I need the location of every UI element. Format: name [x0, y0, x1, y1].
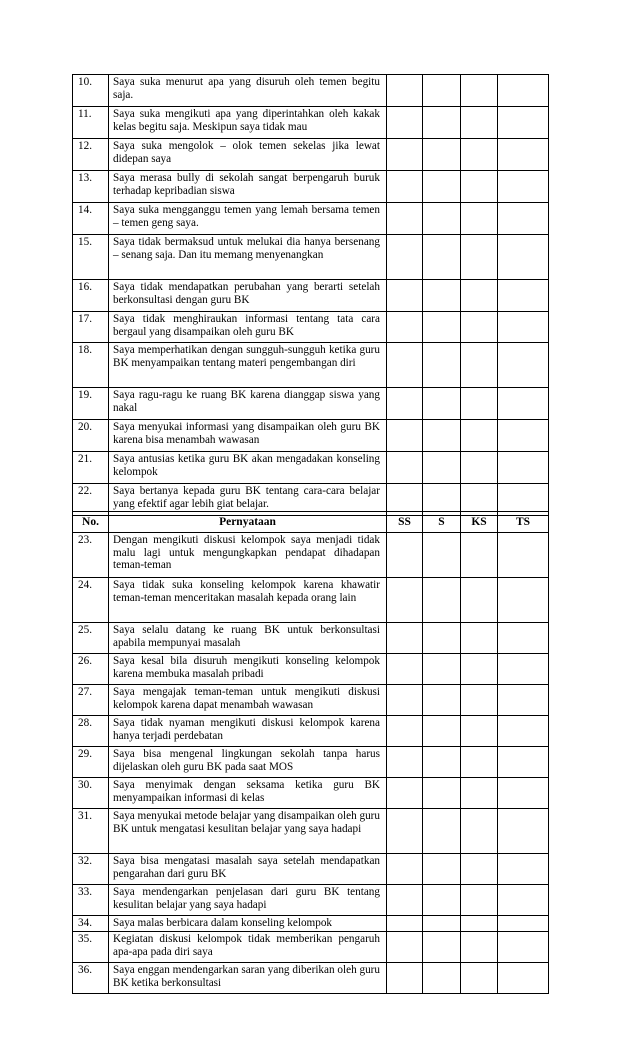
answer-cell-ks[interactable] [461, 932, 498, 963]
answer-cell-s[interactable] [423, 171, 461, 203]
item-number: 29. [73, 747, 109, 778]
item-number: 24. [73, 578, 109, 623]
table-row [73, 203, 549, 235]
item-number: 30. [73, 778, 109, 809]
table-row [73, 932, 549, 963]
item-statement: Saya suka menurut apa yang disuruh oleh temen begitu saja. [109, 75, 387, 107]
answer-cell-ks[interactable] [461, 885, 498, 916]
answer-cell-ss[interactable] [387, 75, 423, 107]
item-number: 36. [73, 963, 109, 994]
answer-cell-ts[interactable] [498, 778, 549, 809]
answer-cell-ks[interactable] [461, 685, 498, 716]
answer-cell-ts[interactable] [498, 916, 549, 932]
answer-cell-ss[interactable] [387, 235, 423, 280]
header-no: No. [73, 512, 109, 533]
answer-cell-ss[interactable] [387, 533, 423, 578]
table-row [73, 916, 549, 932]
answer-cell-s[interactable] [423, 420, 461, 452]
answer-cell-ss[interactable] [387, 654, 423, 685]
answer-cell-ss[interactable] [387, 171, 423, 203]
table-row [73, 388, 549, 420]
item-statement: Saya mendengarkan penjelasan dari guru BK tentang kesulitan belajar yang saya hadapi [109, 885, 387, 916]
answer-cell-ts[interactable] [498, 171, 549, 203]
item-number: 18. [73, 343, 109, 388]
item-number: 16. [73, 280, 109, 312]
table-row [73, 452, 549, 484]
item-number: 26. [73, 654, 109, 685]
table-row [73, 171, 549, 203]
table-row [73, 809, 549, 854]
answer-cell-ks[interactable] [461, 916, 498, 932]
answer-cell-ss[interactable] [387, 203, 423, 235]
answer-cell-ss[interactable] [387, 280, 423, 312]
answer-cell-s[interactable] [423, 716, 461, 747]
answer-cell-ts[interactable] [498, 854, 549, 885]
item-statement: Saya tidak menghiraukan informasi tentang tata cara bergaul yang disampaikan oleh guru BK [109, 312, 387, 343]
answer-cell-ss[interactable] [387, 778, 423, 809]
answer-cell-ss[interactable] [387, 623, 423, 654]
table-row [73, 854, 549, 885]
answer-cell-s[interactable] [423, 854, 461, 885]
answer-cell-ss[interactable] [387, 809, 423, 854]
answer-cell-ts[interactable] [498, 932, 549, 963]
table-row [73, 107, 549, 139]
answer-cell-ks[interactable] [461, 809, 498, 854]
item-statement: Saya enggan mendengarkan saran yang diberikan oleh guru BK ketika berkonsultasi [109, 963, 387, 994]
item-statement: Saya malas berbicara dalam konseling kelompok [109, 916, 387, 932]
answer-cell-ks[interactable] [461, 235, 498, 280]
answer-cell-ks[interactable] [461, 854, 498, 885]
answer-cell-ss[interactable] [387, 916, 423, 932]
answer-cell-ts[interactable] [498, 716, 549, 747]
header-row [73, 512, 549, 533]
answer-cell-ts[interactable] [498, 388, 549, 420]
answer-cell-ss[interactable] [387, 747, 423, 778]
answer-cell-s[interactable] [423, 932, 461, 963]
answer-cell-s[interactable] [423, 75, 461, 107]
answer-cell-ks[interactable] [461, 778, 498, 809]
table-row [73, 139, 549, 171]
table-row [73, 623, 549, 654]
item-statement: Saya mengajak teman-teman untuk mengikuti diskusi kelompok karena dapat menambah wawasan [109, 685, 387, 716]
questionnaire-table-part-2 [72, 511, 549, 994]
item-number: 32. [73, 854, 109, 885]
answer-cell-ks[interactable] [461, 716, 498, 747]
answer-cell-ks[interactable] [461, 654, 498, 685]
item-statement: Saya suka mengikuti apa yang diperintahkan oleh kakak kelas begitu saja. Meskipun saya tidak mau [109, 107, 387, 139]
item-number: 28. [73, 716, 109, 747]
answer-cell-ts[interactable] [498, 533, 549, 578]
answer-cell-ss[interactable] [387, 452, 423, 484]
table-row [73, 420, 549, 452]
item-number: 19. [73, 388, 109, 420]
header-s: S [423, 512, 461, 533]
answer-cell-ts[interactable] [498, 885, 549, 916]
answer-cell-ts[interactable] [498, 685, 549, 716]
answer-cell-s[interactable] [423, 452, 461, 484]
answer-cell-s[interactable] [423, 533, 461, 578]
answer-cell-ks[interactable] [461, 171, 498, 203]
answer-cell-ks[interactable] [461, 578, 498, 623]
item-number: 27. [73, 685, 109, 716]
answer-cell-ks[interactable] [461, 280, 498, 312]
item-number: 22. [73, 484, 109, 516]
answer-cell-ss[interactable] [387, 885, 423, 916]
header-ks: KS [461, 512, 498, 533]
item-statement: Saya merasa bully di sekolah sangat berpengaruh buruk terhadap kepribadian siswa [109, 171, 387, 203]
table-row [73, 235, 549, 280]
item-statement: Saya tidak mendapatkan perubahan yang berarti setelah berkonsultasi dengan guru BK [109, 280, 387, 312]
item-number: 15. [73, 235, 109, 280]
questionnaire-table-part-1 [72, 74, 549, 516]
table-row [73, 885, 549, 916]
item-number: 17. [73, 312, 109, 343]
table-row [73, 685, 549, 716]
table-row [73, 75, 549, 107]
answer-cell-s[interactable] [423, 916, 461, 932]
answer-cell-ts[interactable] [498, 809, 549, 854]
answer-cell-ts[interactable] [498, 452, 549, 484]
answer-cell-s[interactable] [423, 778, 461, 809]
item-number: 11. [73, 107, 109, 139]
table-row [73, 654, 549, 685]
answer-cell-s[interactable] [423, 963, 461, 994]
answer-cell-ts[interactable] [498, 312, 549, 343]
table-row [73, 578, 549, 623]
item-statement: Saya bisa mengenal lingkungan sekolah tanpa harus dijelaskan oleh guru BK pada saat MOS [109, 747, 387, 778]
answer-cell-ks[interactable] [461, 963, 498, 994]
table-row [73, 343, 549, 388]
answer-cell-ks[interactable] [461, 388, 498, 420]
item-statement: Saya suka mengolok – olok temen sekelas jika lewat didepan saya [109, 139, 387, 171]
answer-cell-ts[interactable] [498, 747, 549, 778]
answer-cell-ts[interactable] [498, 139, 549, 171]
answer-cell-ts[interactable] [498, 235, 549, 280]
answer-cell-ss[interactable] [387, 388, 423, 420]
item-statement: Saya tidak nyaman mengikuti diskusi kelompok karena hanya terjadi perdebatan [109, 716, 387, 747]
header-ss: SS [387, 512, 423, 533]
answer-cell-ss[interactable] [387, 139, 423, 171]
item-statement: Kegiatan diskusi kelompok tidak memberikan pengaruh apa-apa pada diri saya [109, 932, 387, 963]
table-row [73, 312, 549, 343]
answer-cell-ts[interactable] [498, 420, 549, 452]
answer-cell-s[interactable] [423, 343, 461, 388]
answer-cell-ts[interactable] [498, 654, 549, 685]
item-number: 35. [73, 932, 109, 963]
answer-cell-ts[interactable] [498, 203, 549, 235]
table-row [73, 533, 549, 578]
item-number: 20. [73, 420, 109, 452]
item-statement: Saya menyukai informasi yang disampaikan oleh guru BK karena bisa menambah wawasan [109, 420, 387, 452]
answer-cell-ts[interactable] [498, 107, 549, 139]
answer-cell-s[interactable] [423, 747, 461, 778]
answer-cell-ss[interactable] [387, 854, 423, 885]
answer-cell-s[interactable] [423, 312, 461, 343]
answer-cell-s[interactable] [423, 623, 461, 654]
answer-cell-ts[interactable] [498, 343, 549, 388]
item-statement: Saya bertanya kepada guru BK tentang cara-cara belajar yang efektif agar lebih giat belajar. [109, 484, 387, 516]
item-statement: Saya antusias ketika guru BK akan mengadakan konseling kelompok [109, 452, 387, 484]
answer-cell-ks[interactable] [461, 343, 498, 388]
item-statement: Saya ragu-ragu ke ruang BK karena dianggap siswa yang nakal [109, 388, 387, 420]
item-statement: Saya suka mengganggu temen yang lemah bersama temen – temen geng saya. [109, 203, 387, 235]
answer-cell-ks[interactable] [461, 139, 498, 171]
answer-cell-ss[interactable] [387, 343, 423, 388]
answer-cell-ss[interactable] [387, 963, 423, 994]
item-statement: Dengan mengikuti diskusi kelompok saya menjadi tidak malu lagi untuk mengungkapkan pendapat dihadapan teman-teman [109, 533, 387, 578]
table-row [73, 747, 549, 778]
answer-cell-s[interactable] [423, 809, 461, 854]
item-number: 13. [73, 171, 109, 203]
answer-cell-s[interactable] [423, 280, 461, 312]
table-row [73, 716, 549, 747]
table-row [73, 280, 549, 312]
item-statement: Saya menyukai metode belajar yang disampaikan oleh guru BK untuk mengatasi kesulitan belajar yang saya hadapi [109, 809, 387, 854]
answer-cell-ks[interactable] [461, 533, 498, 578]
header-statement: Pernyataan [109, 512, 387, 533]
answer-cell-ks[interactable] [461, 452, 498, 484]
answer-cell-ss[interactable] [387, 685, 423, 716]
answer-cell-ts[interactable] [498, 578, 549, 623]
answer-cell-ks[interactable] [461, 203, 498, 235]
item-statement: Saya kesal bila disuruh mengikuti konseling kelompok karena membuka masalah pribadi [109, 654, 387, 685]
item-number: 14. [73, 203, 109, 235]
item-number: 12. [73, 139, 109, 171]
answer-cell-ss[interactable] [387, 716, 423, 747]
item-statement: Saya bisa mengatasi masalah saya setelah mendapatkan pengarahan dari guru BK [109, 854, 387, 885]
answer-cell-s[interactable] [423, 885, 461, 916]
item-number: 23. [73, 533, 109, 578]
answer-cell-ss[interactable] [387, 107, 423, 139]
item-number: 31. [73, 809, 109, 854]
table-row [73, 778, 549, 809]
answer-cell-ss[interactable] [387, 420, 423, 452]
answer-cell-ks[interactable] [461, 107, 498, 139]
item-statement: Saya tidak suka konseling kelompok karena khawatir teman-teman menceritakan masalah kepada orang lain [109, 578, 387, 623]
answer-cell-s[interactable] [423, 578, 461, 623]
answer-cell-s[interactable] [423, 203, 461, 235]
answer-cell-ss[interactable] [387, 578, 423, 623]
item-number: 10. [73, 75, 109, 107]
answer-cell-s[interactable] [423, 235, 461, 280]
answer-cell-ts[interactable] [498, 280, 549, 312]
item-number: 21. [73, 452, 109, 484]
item-number: 34. [73, 916, 109, 932]
answer-cell-ks[interactable] [461, 75, 498, 107]
item-statement: Saya tidak bermaksud untuk melukai dia hanya bersenang – senang saja. Dan itu memang menyenangkan [109, 235, 387, 280]
answer-cell-ts[interactable] [498, 623, 549, 654]
answer-cell-s[interactable] [423, 107, 461, 139]
answer-cell-ks[interactable] [461, 312, 498, 343]
item-statement: Saya selalu datang ke ruang BK untuk berkonsultasi apabila mempunyai masalah [109, 623, 387, 654]
answer-cell-s[interactable] [423, 388, 461, 420]
answer-cell-ks[interactable] [461, 623, 498, 654]
item-statement: Saya memperhatikan dengan sungguh-sungguh ketika guru BK menyampaikan tentang materi pengembangan diri [109, 343, 387, 388]
answer-cell-ss[interactable] [387, 312, 423, 343]
table-row [73, 963, 549, 994]
answer-cell-ss[interactable] [387, 932, 423, 963]
answer-cell-ks[interactable] [461, 747, 498, 778]
item-statement: Saya menyimak dengan seksama ketika guru BK menyampaikan informasi di kelas [109, 778, 387, 809]
item-number: 25. [73, 623, 109, 654]
answer-cell-s[interactable] [423, 685, 461, 716]
answer-cell-ts[interactable] [498, 963, 549, 994]
header-ts: TS [498, 512, 549, 533]
item-number: 33. [73, 885, 109, 916]
answer-cell-s[interactable] [423, 654, 461, 685]
answer-cell-ts[interactable] [498, 75, 549, 107]
answer-cell-ks[interactable] [461, 420, 498, 452]
answer-cell-s[interactable] [423, 139, 461, 171]
